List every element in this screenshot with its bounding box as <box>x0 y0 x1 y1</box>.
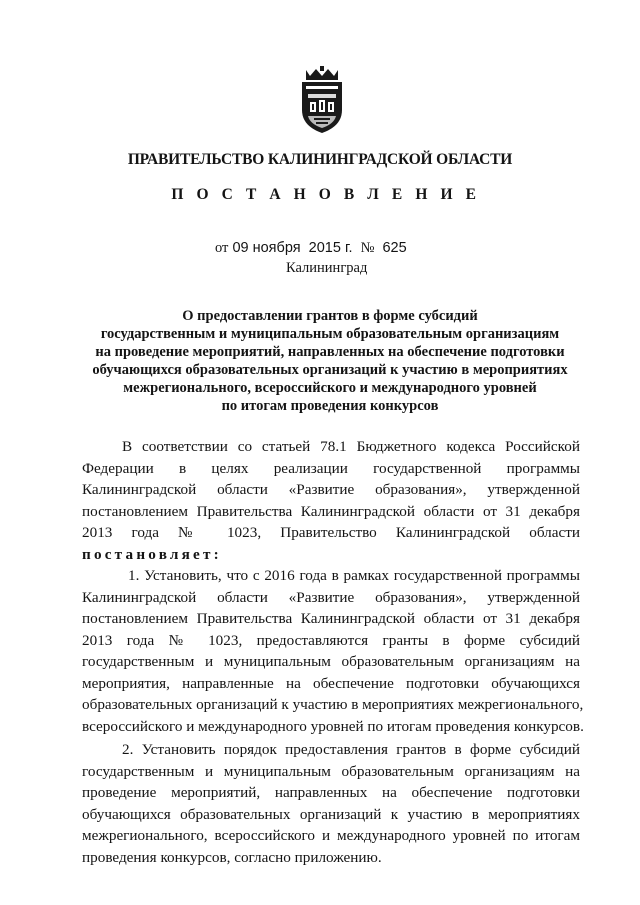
body-line: 2. Установить порядок предоставления грантов в форме субсидий <box>122 741 580 758</box>
body-line: В соответствии со статьей 78.1 Бюджетного кодекса Российской <box>122 438 580 455</box>
body-line: Калининградской области «Развитие образования», утвержденной <box>82 481 580 498</box>
body-line: обучающихся образовательных организаций к участию в мероприятиях <box>82 805 580 823</box>
document-number: 625 <box>382 240 407 256</box>
body-line: всероссийского и международного уровней по итогам проведения конкурсов. <box>82 717 584 735</box>
body-line: проведения конкурсов, согласно приложению. <box>82 848 382 866</box>
resolves-word: постановляет: <box>82 545 222 563</box>
body-line: 1. Установить, что с 2016 года в рамках государственной программы <box>128 567 580 584</box>
body-line: проведение мероприятий, направленных на обеспечение подготовки <box>82 784 580 801</box>
body-line: межрегионального, всероссийского и международного уровней по итогам <box>82 827 580 844</box>
date-day: 09 <box>232 240 249 256</box>
number-sign: № <box>360 240 375 256</box>
body-line: государственным и муниципальным образовательным организациям на <box>82 762 580 780</box>
date-prefix: от <box>215 240 229 256</box>
date-year: 2015 г. <box>308 240 353 256</box>
body-line: государственным и муниципальным образовательным организациям на <box>82 653 580 670</box>
coat-of-arms-icon <box>296 66 348 134</box>
body-line: Калининградской области «Развитие образования», утвержденной <box>82 588 580 606</box>
document-type: П О С Т А Н О В Л Е Н И Е <box>171 186 481 203</box>
body-line: образовательных организаций к участию в мероприятиях межрегионального, <box>82 696 584 713</box>
document-title <box>80 307 580 415</box>
preamble-paragraph <box>82 436 580 565</box>
body-line: мероприятия, направленные на обеспечение подготовки обучающихся <box>82 674 580 692</box>
title-line: обучающихся образовательных организаций к участию в мероприятиях <box>92 362 568 378</box>
item-2-paragraph <box>82 739 580 868</box>
item-1-paragraph <box>82 565 584 737</box>
title-line: по итогам проведения конкурсов <box>221 398 439 414</box>
body-line: постановлением Правительства Калининградской области от 31 декабря <box>82 610 580 627</box>
organization-name: ПРАВИТЕЛЬСТВО КАЛИНИНГРАДСКОЙ ОБЛАСТИ <box>127 151 513 168</box>
body-line: Федерации в целях реализации государственной программы <box>82 459 580 477</box>
city: Калининград <box>286 260 368 276</box>
title-line: межрегионального, всероссийского и международного уровней <box>123 380 537 396</box>
title-line: государственным и муниципальным образовательным организациям <box>100 326 560 342</box>
title-line: на проведение мероприятий, направленных на обеспечение подготовки <box>95 344 565 360</box>
body-line: 2013 года № 1023, предоставляются гранты в форме субсидий <box>82 631 580 649</box>
title-line: О предоставлении грантов в форме субсидий <box>182 308 478 324</box>
date-line <box>215 240 407 257</box>
date-month: ноября <box>252 240 301 256</box>
body-line: 2013 года № 1023, Правительство Калининградской области <box>82 524 580 541</box>
body-line: постановлением Правительства Калининградской области от 31 декабря <box>82 502 580 520</box>
